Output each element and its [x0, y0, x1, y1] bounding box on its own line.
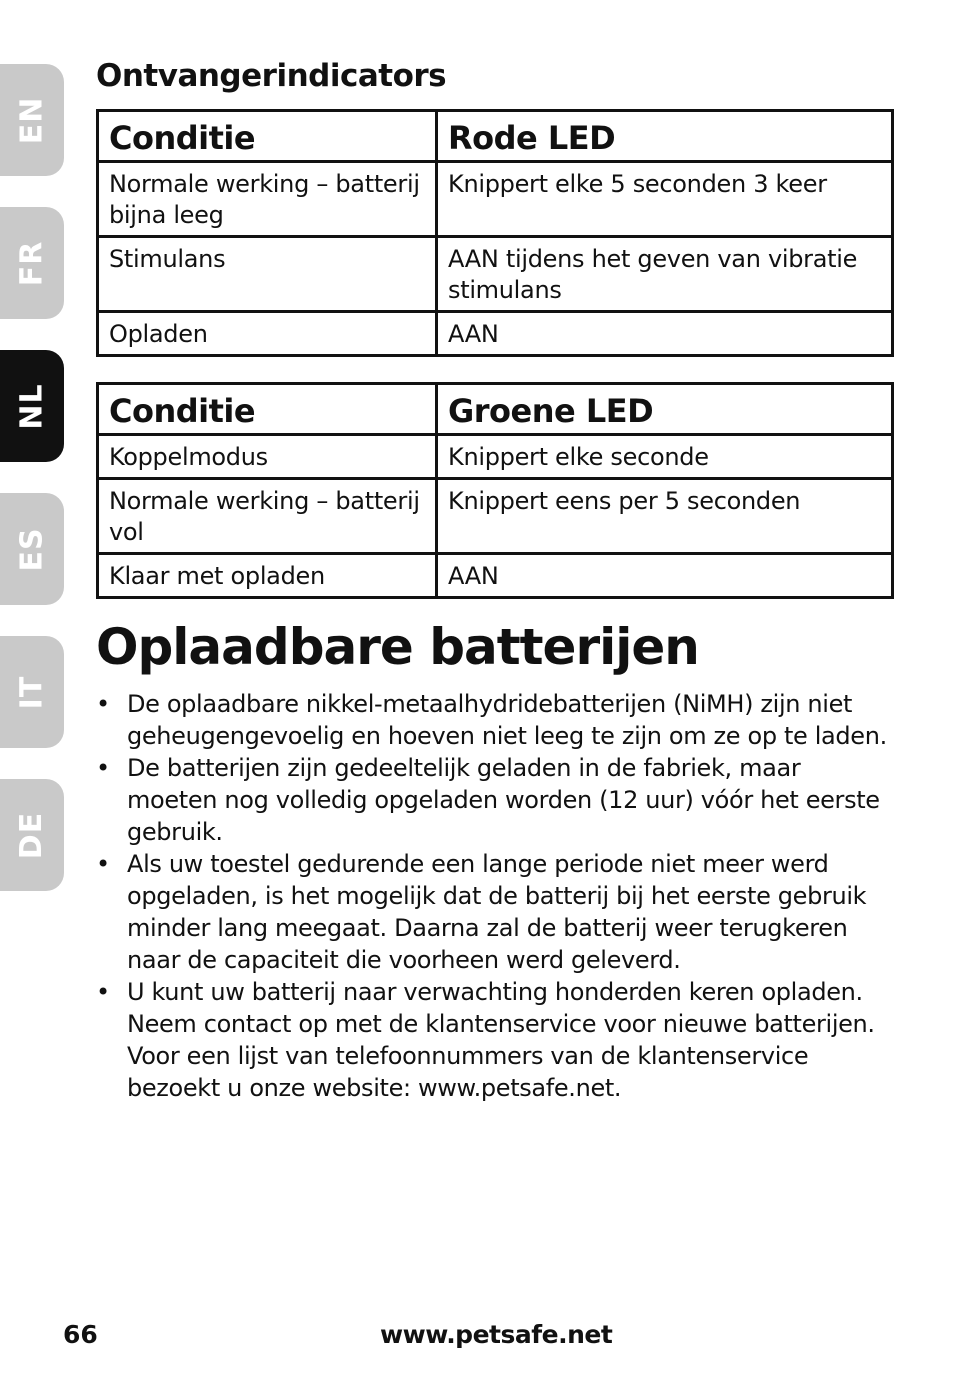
condition-cell: Opladen — [98, 312, 437, 356]
condition-cell: Normale werking – batterij vol — [98, 479, 437, 554]
list-item — [96, 752, 896, 848]
column-header-condition: Conditie — [98, 111, 437, 162]
lang-tab-label: NL — [14, 382, 50, 430]
lang-tab-label: ES — [14, 526, 50, 572]
lang-tab-nl[interactable] — [0, 350, 64, 462]
column-header-red-led: Rode LED — [437, 111, 893, 162]
lang-tab-es[interactable] — [0, 493, 64, 605]
table-row — [98, 479, 893, 554]
list-item — [96, 976, 896, 1104]
list-item-text: Als uw toestel gedurende een lange periode niet meer werd opgeladen, is het mogelijk dat de batterij bij het eerste gebruik minder lang meegaat. Daarna zal de batterij weer terugkeren naar de capaciteit die voorheen werd geleverd. — [127, 850, 867, 974]
lang-tab-label: EN — [14, 96, 50, 144]
bullet-icon: • — [96, 850, 110, 878]
table-row — [98, 162, 893, 237]
led-state-cell: AAN — [437, 554, 893, 598]
page-number: 66 — [63, 1320, 98, 1349]
list-item — [96, 688, 896, 752]
lang-tab-label: DE — [14, 811, 50, 859]
bullet-icon: • — [96, 978, 110, 1006]
lang-tab-label: IT — [14, 675, 50, 709]
column-header-condition: Conditie — [98, 384, 437, 435]
footer-url: www.petsafe.net — [380, 1320, 613, 1349]
lang-tab-label: FR — [14, 240, 50, 286]
bullet-icon: • — [96, 690, 110, 718]
list-item-text: U kunt uw batterij naar verwachting honderden keren opladen. Neem contact op met de klantenservice voor nieuwe batterijen. Voor een lijst van telefoonnummers van de klantenservice bezoekt u onze website: www.petsafe.net. — [127, 978, 875, 1102]
led-state-cell: Knippert eens per 5 seconden — [437, 479, 893, 554]
green-led-table — [96, 382, 894, 599]
battery-info-list — [96, 688, 896, 1104]
lang-tab-en[interactable] — [0, 64, 64, 176]
list-item-text: De batterijen zijn gedeeltelijk geladen in de fabriek, maar moeten nog volledig opgeladen worden (12 uur) vóór het eerste gebruik. — [127, 754, 880, 846]
condition-cell: Stimulans — [98, 237, 437, 312]
lang-tab-fr[interactable] — [0, 207, 64, 319]
table-header-row — [98, 111, 893, 162]
led-state-cell: AAN — [437, 312, 893, 356]
language-tabs — [0, 0, 64, 1400]
led-state-cell: AAN tijdens het geven van vibratie stimulans — [437, 237, 893, 312]
condition-cell: Koppelmodus — [98, 435, 437, 479]
list-item-text: De oplaadbare nikkel-metaalhydridebatterijen (NiMH) zijn niet geheugengevoelig en hoeven niet leeg te zijn om ze op te laden. — [127, 690, 887, 750]
red-led-table — [96, 109, 894, 357]
table-row — [98, 435, 893, 479]
lang-tab-de[interactable] — [0, 779, 64, 891]
lang-tab-it[interactable] — [0, 636, 64, 748]
led-state-cell: Knippert elke 5 seconden 3 keer — [437, 162, 893, 237]
table-row — [98, 554, 893, 598]
column-header-green-led: Groene LED — [437, 384, 893, 435]
bullet-icon: • — [96, 754, 110, 782]
table-row — [98, 312, 893, 356]
page-title: Oplaadbare batterijen — [96, 618, 699, 676]
condition-cell: Normale werking – batterij bijna leeg — [98, 162, 437, 237]
list-item — [96, 848, 896, 976]
table-header-row — [98, 384, 893, 435]
section-heading: Ontvangerindicators — [96, 58, 447, 94]
led-state-cell: Knippert elke seconde — [437, 435, 893, 479]
condition-cell: Klaar met opladen — [98, 554, 437, 598]
table-row — [98, 237, 893, 312]
